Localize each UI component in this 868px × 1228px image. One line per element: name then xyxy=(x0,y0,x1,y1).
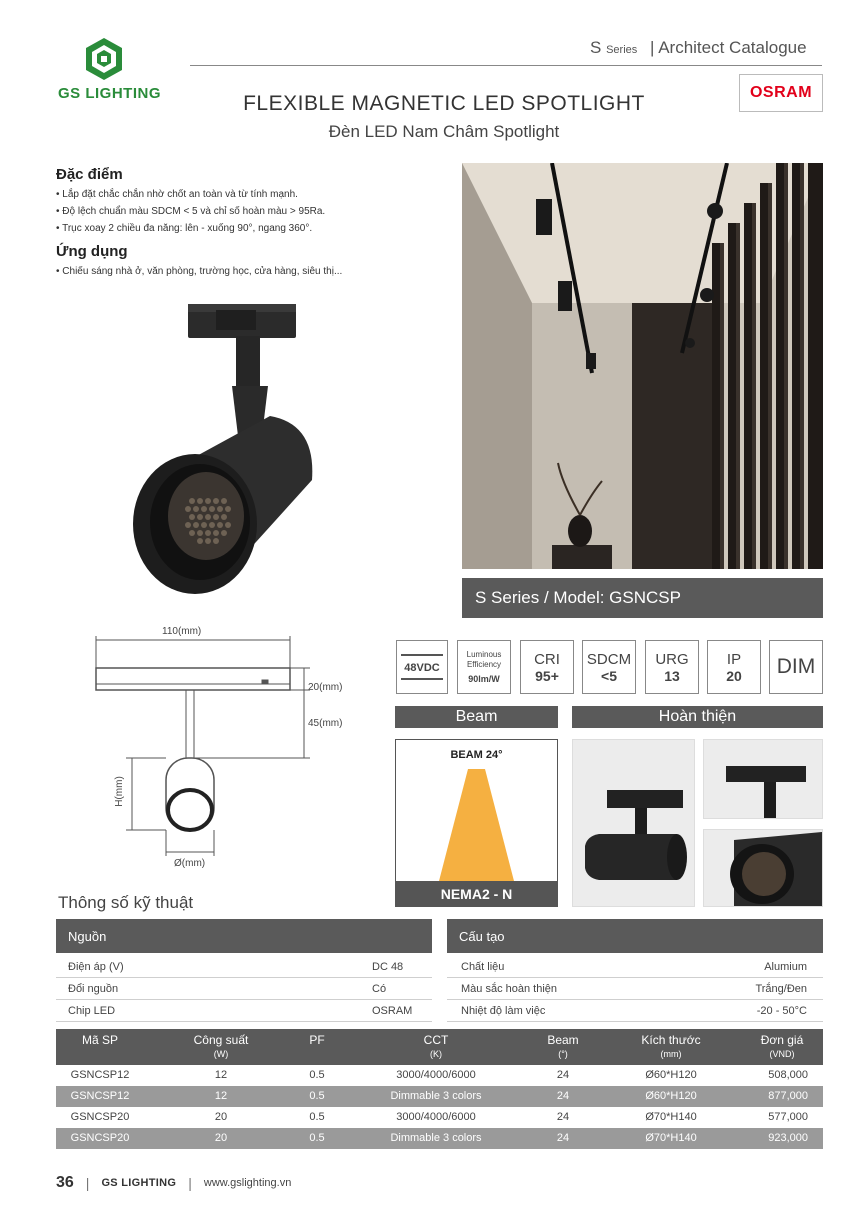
table-row xyxy=(56,978,432,1000)
feature-item: • Lắp đặt chắc chắn nhờ chốt an toàn và từ tính mạnh. xyxy=(56,186,446,203)
row-beam: 24 xyxy=(556,1111,570,1123)
beam-heading: Beam xyxy=(395,706,558,728)
build-row-value: -20 - 50°C xyxy=(756,1004,807,1017)
cri-value: 95+ xyxy=(535,667,559,684)
dim-height: H(mm) xyxy=(113,776,125,807)
footer-divider: | xyxy=(188,1175,192,1191)
tech-specs-title: Thông số kỹ thuật xyxy=(58,893,194,912)
ip-badge xyxy=(707,640,761,694)
power-row-label: Đổi nguồn xyxy=(68,982,119,995)
finish-heading: Hoàn thiện xyxy=(572,706,823,728)
col-size-unit: (mm) xyxy=(660,1049,682,1059)
dim-badge xyxy=(769,640,823,694)
partner-logo xyxy=(739,74,823,112)
page-number: 36 xyxy=(56,1174,74,1191)
ip-value: 20 xyxy=(726,667,742,684)
dimension-drawing xyxy=(90,624,360,874)
beam-angle-label xyxy=(395,739,558,769)
row-beam: 24 xyxy=(556,1069,570,1081)
efficiency-label-1: Luminous xyxy=(466,650,502,659)
applications-heading: Ứng dụng xyxy=(56,243,128,260)
col-pf: PF xyxy=(309,1033,325,1047)
beam-diagram xyxy=(395,769,558,881)
power-row-value: OSRAM xyxy=(372,1004,413,1017)
row-cct: Dimmable 3 colors xyxy=(390,1090,482,1102)
power-table xyxy=(56,956,432,1022)
dim-label: DIM xyxy=(776,655,816,678)
efficiency-value: 90lm/W xyxy=(468,674,500,684)
cri-badge xyxy=(520,640,574,694)
partner-logo-text: OSRAM xyxy=(749,84,813,101)
row-power: 12 xyxy=(214,1090,228,1102)
model-bar: S Series / Model: GSNCSP xyxy=(462,578,823,618)
urg-value: 13 xyxy=(664,667,680,684)
col-price: Đơn giá xyxy=(760,1033,804,1047)
beam-standard: NEMA2 - N xyxy=(395,881,558,907)
dim-diameter: Ø(mm) xyxy=(174,858,206,869)
urg-badge xyxy=(645,640,699,694)
col-power-unit: (W) xyxy=(213,1049,229,1059)
finish-photo-full xyxy=(572,739,695,907)
product-table-header xyxy=(56,1029,823,1065)
col-cct: CCT xyxy=(423,1033,449,1047)
row-cct: Dimmable 3 colors xyxy=(390,1132,482,1144)
col-price-unit: (VND) xyxy=(769,1049,795,1059)
build-row-label: Chất liệu xyxy=(461,960,505,973)
row-price: 923,000 xyxy=(768,1132,808,1144)
series-line xyxy=(590,38,807,58)
col-code: Mã SP xyxy=(81,1033,118,1047)
row-cct: 3000/4000/6000 xyxy=(396,1111,476,1123)
row-power: 12 xyxy=(214,1069,228,1081)
footer-brand: GS LIGHTING xyxy=(101,1177,177,1189)
room-photo xyxy=(462,163,823,569)
col-beam: Beam xyxy=(547,1033,579,1047)
row-price: 877,000 xyxy=(768,1090,808,1102)
sdcm-badge xyxy=(582,640,636,694)
power-table-heading: Nguồn xyxy=(56,919,432,953)
col-beam-unit: (°) xyxy=(558,1049,568,1059)
page-subtitle: Đèn LED Nam Châm Spotlight xyxy=(328,122,560,141)
row-code: GSNCSP12 xyxy=(70,1069,130,1081)
voltage-value: 48VDC xyxy=(404,662,440,674)
build-table-heading: Cấu tạo xyxy=(447,919,823,953)
row-beam: 24 xyxy=(556,1090,570,1102)
row-cct: 3000/4000/6000 xyxy=(396,1069,476,1081)
row-beam: 24 xyxy=(556,1132,570,1144)
row-pf: 0.5 xyxy=(309,1069,325,1081)
page-footer xyxy=(56,1174,291,1192)
application-item: • Chiếu sáng nhà ở, văn phòng, trường học, cửa hàng, siêu thị... xyxy=(56,263,446,280)
row-size: Ø60*H120 xyxy=(645,1069,697,1081)
row-size: Ø70*H140 xyxy=(645,1111,697,1123)
row-code: GSNCSP20 xyxy=(70,1132,130,1144)
row-power: 20 xyxy=(214,1132,228,1144)
build-row-label: Nhiệt độ làm việc xyxy=(461,1004,546,1017)
row-code: GSNCSP12 xyxy=(70,1090,130,1102)
page-title: FLEXIBLE MAGNETIC LED SPOTLIGHT xyxy=(243,92,645,115)
build-row-label: Màu sắc hoàn thiện xyxy=(461,982,558,995)
series-letter: S xyxy=(590,38,602,57)
sdcm-value: <5 xyxy=(601,667,617,684)
footer-divider: | xyxy=(85,1175,90,1191)
dim-stem: 45(mm) xyxy=(308,718,343,729)
table-row xyxy=(447,978,823,1000)
col-size: Kích thước xyxy=(641,1033,701,1047)
product-row xyxy=(56,1107,823,1128)
beam-angle-text: BEAM 24° xyxy=(450,748,503,761)
dim-rail: 20(mm) xyxy=(308,682,343,693)
urg-label: URG xyxy=(655,650,689,668)
product-row xyxy=(56,1128,823,1149)
table-row xyxy=(56,1000,432,1022)
build-row-value: Alumium xyxy=(764,960,807,973)
build-table xyxy=(447,956,823,1022)
product-row xyxy=(56,1065,823,1086)
row-size: Ø70*H140 xyxy=(645,1132,697,1144)
efficiency-badge xyxy=(457,640,511,694)
catalogue-label: | Architect Catalogue xyxy=(650,38,807,57)
row-price: 508,000 xyxy=(768,1069,808,1081)
finish-photo-lens xyxy=(703,829,823,907)
row-pf: 0.5 xyxy=(309,1132,325,1144)
table-row xyxy=(447,1000,823,1022)
dim-width: 110(mm) xyxy=(162,626,202,637)
ip-label: IP xyxy=(726,650,742,668)
col-cct-unit: (K) xyxy=(430,1049,442,1059)
col-power: Công suất xyxy=(193,1033,249,1047)
features-heading: Đặc điểm xyxy=(56,166,123,183)
row-pf: 0.5 xyxy=(309,1090,325,1102)
voltage-badge xyxy=(396,640,448,694)
footer-website[interactable]: www.gslighting.vn xyxy=(203,1177,292,1189)
header-rule xyxy=(190,65,822,66)
power-row-label: Chip LED xyxy=(68,1004,116,1017)
feature-item: • Trục xoay 2 chiều đa năng: lên - xuống 90°, ngang 360°. xyxy=(56,220,446,237)
efficiency-label-2: Efficiency xyxy=(466,660,502,669)
row-code: GSNCSP20 xyxy=(70,1111,130,1123)
features-section xyxy=(56,166,446,280)
power-row-value: DC 48 xyxy=(372,960,404,973)
power-row-value: Có xyxy=(372,982,387,995)
brand-name: GS LIGHTING xyxy=(58,85,161,102)
power-row-label: Điện áp (V) xyxy=(68,960,124,973)
build-row-value: Trắng/Đen xyxy=(755,982,807,995)
row-power: 20 xyxy=(214,1111,228,1123)
feature-item: • Độ lệch chuẩn màu SDCM < 5 và chỉ số hoàn màu > 95Ra. xyxy=(56,203,446,220)
row-pf: 0.5 xyxy=(309,1111,325,1123)
row-price: 577,000 xyxy=(768,1111,808,1123)
cri-label: CRI xyxy=(534,650,560,668)
product-photo xyxy=(120,296,320,606)
table-row xyxy=(56,956,432,978)
product-row xyxy=(56,1086,823,1107)
row-size: Ø60*H120 xyxy=(645,1090,697,1102)
finish-photo-adapter xyxy=(703,739,823,819)
sdcm-label: SDCM xyxy=(586,650,632,668)
table-row xyxy=(447,956,823,978)
series-word: Series xyxy=(606,44,638,56)
